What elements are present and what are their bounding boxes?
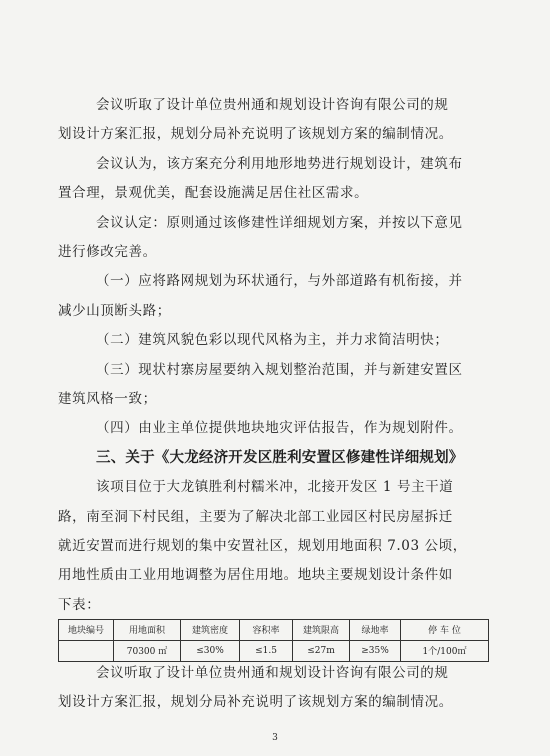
table-cell: ≤27m <box>293 640 350 661</box>
paragraph-line: 下表： <box>58 596 101 613</box>
table-cell: ≤30% <box>181 640 240 661</box>
table-cell: 70300 ㎡ <box>114 640 181 661</box>
table-header-cell: 建筑限高 <box>293 619 350 640</box>
table-cell: ≤1.5 <box>240 640 293 661</box>
paragraph-line: 会议认定：原则通过该修建性详细规划方案，并按以下意见 <box>96 214 463 231</box>
paragraph-line: 该项目位于大龙镇胜利村糯米冲，北接开发区 1 号主干道 <box>96 479 454 496</box>
section-heading: 三、关于《大龙经济开发区胜利安置区修建性详细规划》 <box>96 448 464 466</box>
list-item-line: （三）现状村寨房屋要纳入规划整治范围，并与新建安置区 <box>96 361 463 378</box>
planning-conditions-table <box>58 619 489 662</box>
list-item-line: （一）应将路网规划为环状通行，与外部道路有机衔接，并 <box>96 273 463 290</box>
table-header-cell: 用地面积 <box>114 619 181 640</box>
paragraph-line: 置合理，景观优美，配套设施满足居住社区需求。 <box>58 185 369 202</box>
table-header-cell: 建筑密度 <box>181 619 240 640</box>
paragraph-line: 进行修改完善。 <box>58 244 157 260</box>
list-item-line: （四）由业主单位提供地块地灾评估报告，作为规划附件。 <box>96 420 463 437</box>
list-item-line: （二）建筑风貌色彩以现代风格为主，并力求简洁明快； <box>96 332 449 349</box>
paragraph-line: 划设计方案汇报，规划分局补充说明了该规划方案的编制情况。 <box>58 693 453 710</box>
table-cell: 1个/100㎡ <box>401 640 489 661</box>
table-cell <box>59 640 114 661</box>
paragraph-line: 会议听取了设计单位贵州通和规划设计咨询有限公司的规 <box>96 97 449 113</box>
table-header-row <box>59 619 489 640</box>
table-header-cell: 绿地率 <box>350 619 401 640</box>
list-item-line: 建筑风格一致； <box>58 391 157 407</box>
table-cell: ≥35% <box>350 640 401 661</box>
table-row <box>59 640 489 661</box>
paragraph-line: 用地性质由工业用地调整为居住用地。地块主要规划设计条件如 <box>58 567 453 584</box>
page-number: 3 <box>272 733 278 743</box>
table-header-cell: 地块编号 <box>59 619 114 640</box>
paragraph-line: 划设计方案汇报，规划分局补充说明了该规划方案的编制情况。 <box>58 126 453 143</box>
paragraph-line: 会议认为，该方案充分利用地形地势进行规划设计，建筑布 <box>96 155 463 172</box>
paragraph-line: 路，南至洞下村民组，主要为了解决北部工业园区村民房屋拆迁 <box>58 508 453 525</box>
table-header-cell: 停 车 位 <box>401 619 489 640</box>
list-item-line: 减少山顶断头路； <box>58 302 171 319</box>
paragraph-line: 会议听取了设计单位贵州通和规划设计咨询有限公司的规 <box>96 664 449 681</box>
table-header-cell: 容积率 <box>240 619 293 640</box>
paragraph-line: 就近安置而进行规划的集中安置社区，规划用地面积 7.03 公顷， <box>58 538 467 554</box>
